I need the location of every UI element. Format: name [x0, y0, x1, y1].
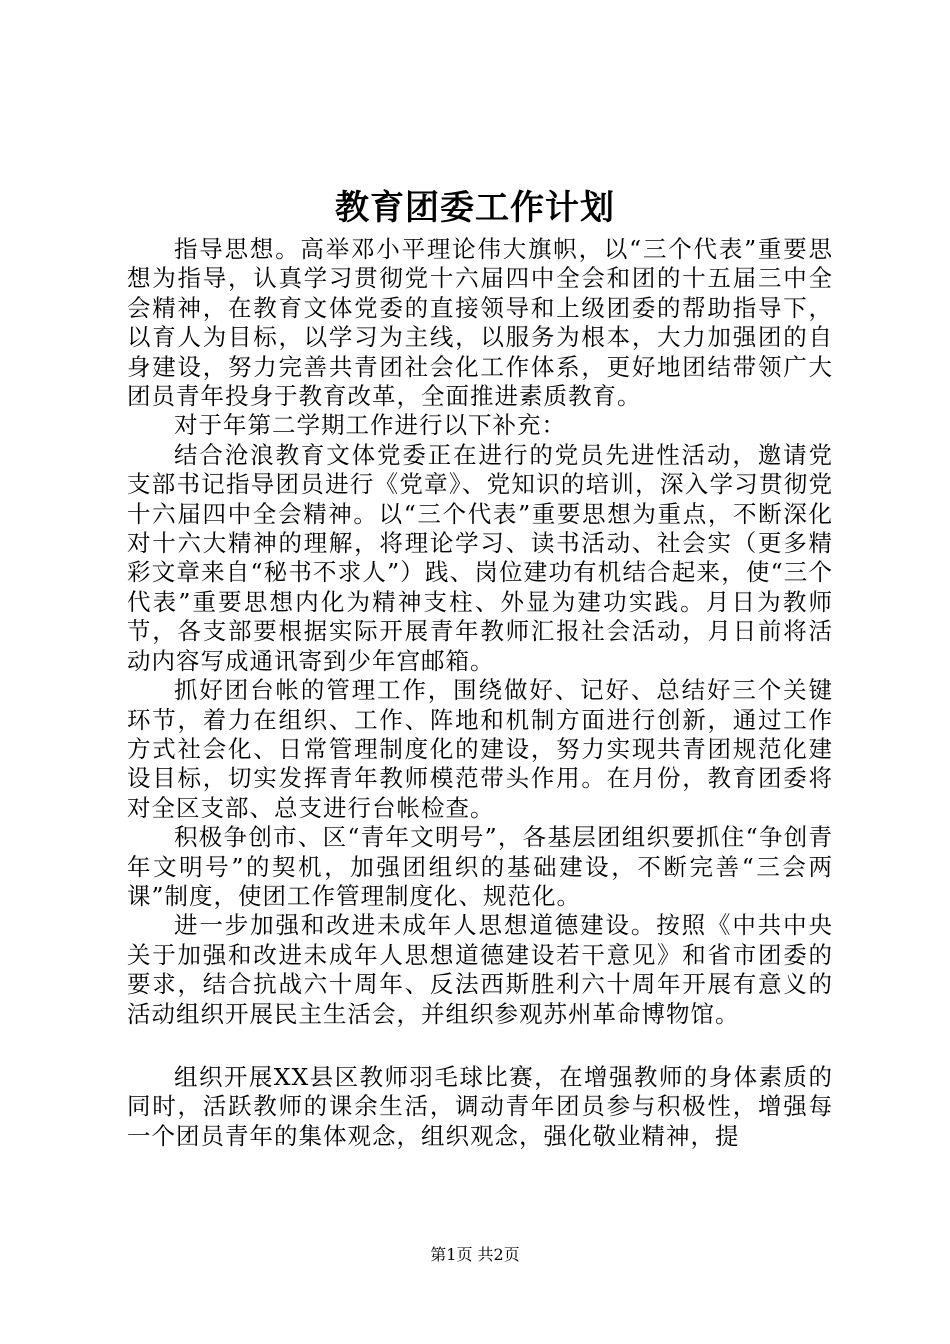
paragraph-ledger-management: 抓好团台帐的管理工作，围绕做好、记好、总结好三个关键环节，着力在组织、工作、阵地和机制方面进行创新，通过工作方式社会化、日常管理制度化的建设，努力实现共青团规范化建设目标，切实发挥青年教师模范带头作用。在月份，教育团委将对全区支部、总支进行台帐检查。 — [127, 676, 833, 822]
page-number-footer: 第1页 共2页 — [430, 1245, 520, 1264]
paragraph-guiding-ideology: 指导思想。高举邓小平理论伟大旗帜，以“三个代表”重要思想为指导，认真学习贯彻党十六届四中全会和团的十五届三中全会精神，在教育文体党委的直接领导和上级团委的帮助指导下，以育人为目标，以学习为主线，以服务为根本，大力加强团的自身建设，努力完善共青团社会化工作体系，更好地团结带领广大团员青年投身于教育改革，全面推进素质教育。 — [127, 235, 833, 411]
paragraph-moral-education: 进一步加强和改进未成年人思想道德建设。按照《中共中央关于加强和改进未成年人思想道德建设若干意见》和省市团委的要求，结合抗战六十周年、反法西斯胜利六十周年开展有意义的活动组织开展民主生活会，并组织参观苏州革命博物馆。 — [127, 911, 833, 1028]
paragraph-youth-civilization: 积极争创市、区“青年文明号”，各基层团组织要抓住“争创青年文明号”的契机，加强团组织的基础建设，不断完善“三会两课”制度，使团工作管理制度化、规范化。 — [127, 823, 833, 910]
paragraph-party-training: 结合沧浪教育文体党委正在进行的党员先进性活动，邀请党支部书记指导团员进行《党章》、党知识的培训，深入学习贯彻党十六届四中全会精神。以“三个代表”重要思想为重点，不断深化对十六大精神的理解，将理论学习、读书活动、社会实（更多精彩文章来自“秘书不求人”）践、岗位建功有机结合起来，使“三个代表”重要思想内化为精神支柱、外显为建功实践。月日为教师节，各支部要根据实际开展青年教师汇报社会活动，月日前将活动内容写成通讯寄到少年宫邮箱。 — [127, 440, 833, 675]
document-title: 教育团委工作计划 — [335, 188, 615, 228]
paragraph-badminton-contest: 组织开展XX县区教师羽毛球比赛，在增强教师的身体素质的同时，活跃教师的课余生活，调动青年团员参与积极性，增强每一个团员青年的集体观念，组织观念，强化敬业精神，提 — [127, 1062, 833, 1150]
paragraph-supplement-intro: 对于年第二学期工作进行以下补充： — [174, 411, 566, 440]
document-body — [127, 235, 833, 1151]
